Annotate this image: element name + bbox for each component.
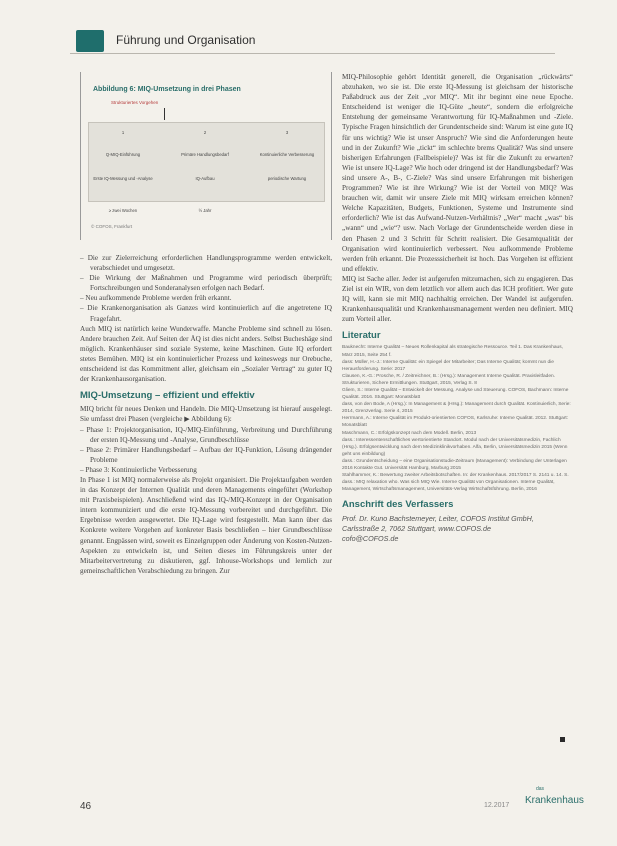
bullet-item: – Die zur Zielerreichung erforderlichen Handlungsprogramme werden entwickelt, verabschiedet und umgesetzt. [80,254,332,273]
right-column [342,72,573,544]
literature-entry: Clausen, K.-G.: Prosche, R. / Zeitreichner, B.: (Hrsg.): Management Interne Qualität. Praxisleitfaden. Strukturieren, Sichere Ermittlungen. Stuttgart, 2015, Verlag S. 8 [342,373,556,386]
figure-row-1 [88,146,323,162]
left-column [80,253,332,576]
figure-cell: ≥ zwei Wochen [108,207,138,213]
bullet-item: – Neu aufkommende Probleme werden früh erkannt. [80,294,232,303]
author-address [342,514,573,544]
brand-logo: Krankenhaus [525,795,584,806]
figure-row-2 [88,170,323,186]
phase-item: – Phase 3: Kontinuierliche Verbesserung [80,465,197,474]
figure-title: Abbildung 6: MIQ-Umsetzung in drei Phasen [93,86,241,93]
phase-item: – Phase 1: Projektorganisation, IQ-/MIQ-Einführung, Verbreitung und Durchführung der ersten IQ-Messung und -Analyse, Grundbeschlüsse [80,425,332,444]
figure-cell: Q-MIQ-Einführung [105,151,141,157]
literature-entry: Gliem, S.: Interne Qualität – Entwickelt der Messung, Analyse und Steuerung. COFOS, Bachmann: Interne Qualität. 2016. Stuttgart: Monatsblatt [342,388,569,401]
section-title: Führung und Organisation [116,33,256,47]
bullet-item: – Die Wirkung der Maßnahmen und Programme wird periodisch überprüft; Fortschreibungen und Sonderanalysen erfolgen nach Bedarf. [80,274,332,293]
figure-cell: Primäre Handlungsbedarf [181,151,229,157]
figure-cell: ½ Jahr [198,207,212,213]
literature-entry: Stahlhammer, K.: Bewertung zweiter Arbeitsbotschaften. In: der Krankenhaus. 2017/2017 S. 2141 u. 14. S. [342,473,569,479]
phase-item: – Phase 2: Primärer Handlungsbedarf – Aufbau der IQ-Funktion, Lösung drängender Probleme [80,445,333,464]
figure-cell: IQ-Aufbau [195,175,215,181]
literature-entry: Bauknecht: Interne Qualität – Neues Rollenkapital als strategische Ressource. Teil 1. Das Krankenhaus, März 2015, Seite 254 f. [342,345,563,358]
body-paragraph: MIQ bricht für neues Denken und Handeln. Die MIQ-Umsetzung ist hierauf ausgelegt. Sie umfasst drei Phasen (vergleiche ▶ Abbildung 6): [80,405,332,424]
section-heading: MIQ-Umsetzung – effizient und effektiv [80,390,255,402]
literature-entry: Herrmann, A.: Interne Qualität im Produkt-orientierten COFOS, Karlsruhe: Interne Qualität. 2012. Stuttgart: Monatsblatt [342,416,569,429]
issue-date: 12.2017 [484,802,510,809]
figure-cell [252,202,322,218]
literature-entry: dass: Müller, H.-J.: Interne Qualität: ein Spiegel der Mitarbeiter; Das Interne Qualität; kommt nun die Herausforderung. Serie: 2017 [342,359,554,372]
body-paragraph: MIQ ist Sache aller. Jeder ist aufgerufen mitzumachen, sich zu engagieren. Das Ziel ist ein WIR, von dem letztlich vor allem auch das ICH profitiert. Wer gute IQ will, kann sie mit MIQ nachhaltig erreichen. Der Wandel ist aufgerufen. Krankenhausqualität und Krankenhausmanagement werden neu definiert. MIQ zum Vorteil aller. [342,274,573,324]
literature-entry: Maschmann, C.: Erfolgskonzept nach dem Modell. Berlin, 2013 [342,430,477,436]
end-marker [560,737,565,742]
address-heading: Anschrift des Verfassers [342,499,454,511]
figure-arrow [164,108,165,120]
figure-cell: periodische Wartung [267,175,307,181]
figure-subtitle: Strukturiertes Vorgehen [111,100,159,105]
bullet-item: – Die Krankenorganisation als Ganzes wird kontinuierlich auf die angetretene IQ Fragefahrt. [80,304,333,323]
figure-col-3: 3 [285,129,289,135]
address-line: Carlsstraße 2, 7062 Stuttgart, www.COFOS.de [342,523,491,533]
literature-entry: dass.: Interessentenschaftliches wertorientierte Standort. Modul nach der Universitätsmedizin, Fachlich (Hrsg.). Erfolgsentwicklung nach dem Medizinklinikvorhaben. Alfa, Berlin, Universitätsmedizin 2015 (Wenn geht uns einbildung) [342,437,568,457]
figure-box [80,72,332,240]
header-marker [76,30,104,52]
figure-cell: Kontinuierliche Verbesserung [259,151,315,157]
figure-col-2: 2 [203,129,207,135]
figure-credit: © COFOS, Frankfurt [91,224,133,229]
address-line: Prof. Dr. Kuno Bachstemeyer, Leiter, COFOS Institut GmbH, [342,513,534,523]
figure-col-headers [88,124,323,140]
figure-col-1: 1 [121,129,125,135]
header-rule [70,53,555,54]
literature-entry: dass.: MIQ relaxation who. Was sich MIQ Wie. Interne Qualität von Organisationen. Interne Qualität, Management, Wirtschaftsmanagement, Universitäts-Verlag Wirtschaftsführung. Berlin, 2016 [342,480,555,493]
literature-entry: dass.: Grundentscheidung – eine Organisationstudie-Zeitraum (Management): Verbindung der Unterlagen 2016 Kontakte Gut. Universität Hamburg, Marburg 2015 [342,458,567,472]
literature-entry: dass, von den Bode, A (Hrsg.): In Management & (Hrsg.): Management durch Qualität. Kontinuierlich, Serie: 2014, Grenzverlag. Serie 4, 2015 [342,402,571,415]
figure-cell: Erste IQ-Messung und -Analyse [93,175,153,181]
address-line: cofo@COFOS.de [342,533,399,543]
page-number: 46 [80,801,92,812]
body-paragraph: MIQ-Philosophie gehört Identität generell, die Organisation „rückwärts“ abzuhaken, wo sie ist. Die erste IQ-Messung ist gleichsam der historische Paßabdruck aus der Zeit „vor MIQ“. Mit ihr beginnt eine neue Epoche. Entscheidend ist weniger die IQ-Güte „heute“, sondern die erfolgreiche Entstehung der gemeinsame Verantwortung für IQ-Maßnahmen und -Ziele. Typische Fragen hinsichtlich der Grundentscheide sind: Warum ist eine gute IQ für uns wichtig? Wie ist unser Anspruch? Wie sind die Anforderungen heute und in der Zukunft? Wie „tickt“ im schlechte brems Qualität? Was sind unsere bisherigen Erfahrungen (Fallbeispiele)? Was ist für die Zukunft zu erwarten? Wie ist unsere IQ-Lage? Wie hoch oder dringend ist der Handlungsbedarf? Was sind unsere A-, B-, C-Ziele? Was sind unsere Erfahrungen mit bisherigen Programmen? Wie ist ihre Wirkung? Wie ist der Vorteil von MIQ? Was brauchen wir, damit wir unsere Ziele mit MIQ wirksam erreichen können? Welche Kapazitäten, Budgets, Funktionen, Systeme und Instrumente sind erforderlich? Wie ist das Aufwand-Nutzen-Verhältnis? „Wer“ macht „was“ bis „wann“ und „wie“? usw. Nach Vorlage der Grundentscheide werden diese in den Phasen 2 und 3 Schritt für Schritt realisiert. Die Gesamtqualität der Organisation wird kontinuierlich verbessert. Neu aufkommende Probleme werden früh erkannt. Die Prozesssicherheit ist hoch. Das Vorgehen ist effizient und effektiv. [342,73,573,273]
literature-list [342,344,573,493]
figure-row-3 [88,202,323,218]
brand-prefix: das [536,786,545,792]
literature-heading: Literatur [342,330,381,342]
body-paragraph: Auch MIQ ist natürlich keine Wunderwaffe. Manche Probleme sind schnell zu lösen. Andere brauchen Zeit. Auf Seiten der ÄQ ist dies nicht anders. Selbst Bucheshäge sind möglich. Krankenhäuser sind soziale Systeme, keine Maschinen. Gute IQ erfordert stetes Bemühen. MIQ ist ein kontinuierlicher Prozess und keineswegs nur Orebuche, entscheidend ist das Kommitment aller, gleichsam ein „Sozialer Vertrag“ zu guter IQ der Krankenhausorganisation. [80,324,332,384]
body-paragraph: In Phase 1 ist MIQ normalerweise als Projekt organisiert. Die Projektaufgaben werden in das Konzept der Internen Qualität und deren Managements eingeführt (Workshop mit Praxisbeispielen). Anschließend wird das IQ-/MIQ-Konzept in der Organisation intern kommuniziert und die erste IQ-Messung vorbereitet und durchgeführt. Die Ergebnisse werden ausgewertet. Die IQ-Lage wird festgestellt. Man kann über das Konkrete weitere Vorgehen auf konkreter Basis beschließen – hier Grundbeschlüsse genannt. Engpässen wird, soweit es Einzelgruppen oder Änderung von Kosten-Nutzen-Aspekten zu entwickeln ist, und Seiten dieses im Führungskreis unter der Mitarbeitervertretung zu diskutieren, ggf. Inhouse-Workshops und lernlich zur gemeinschaftlichen Verabschiedung zu bringen. Zur [80,475,332,575]
